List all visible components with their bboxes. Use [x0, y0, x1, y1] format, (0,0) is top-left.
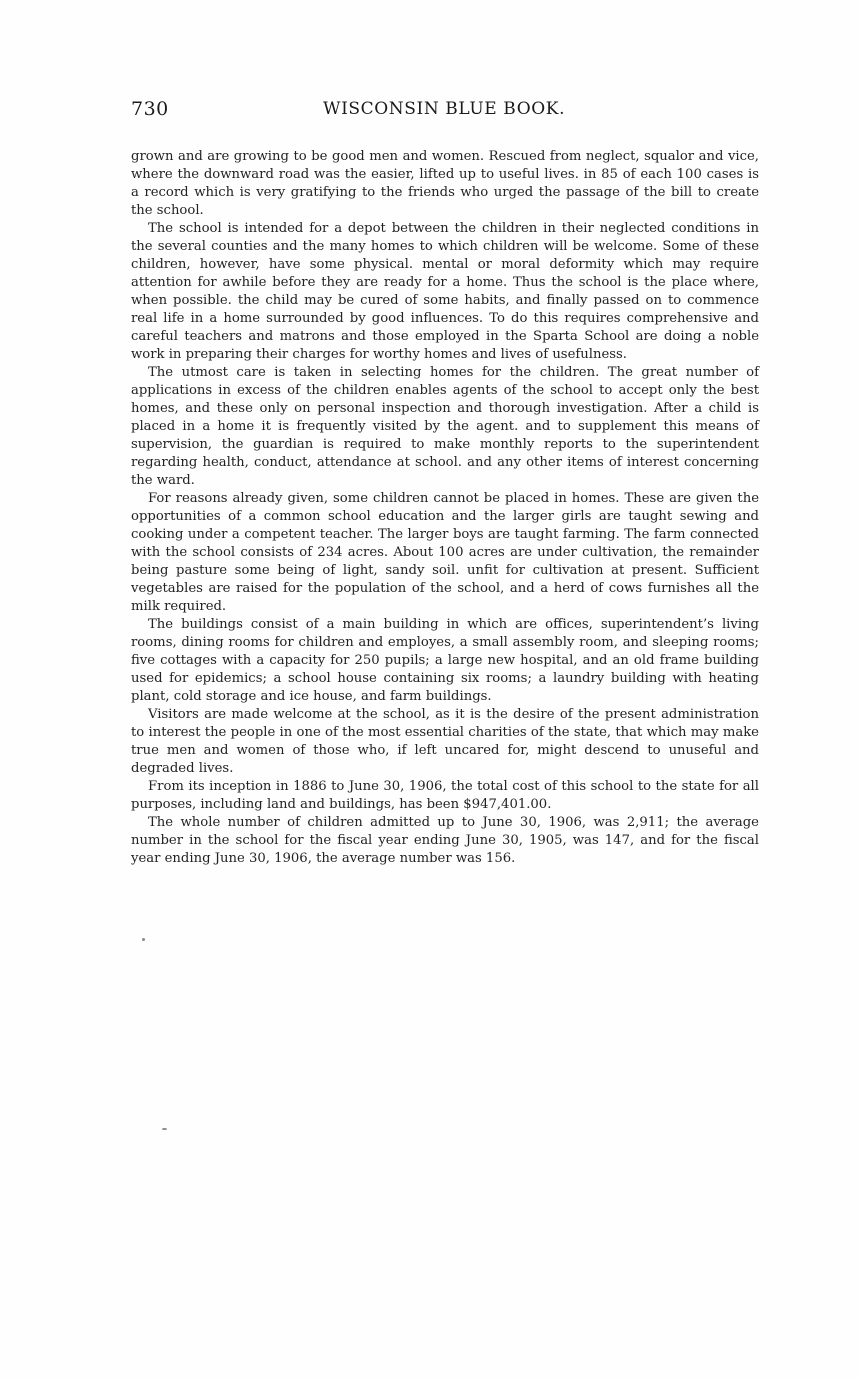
paragraph-selecting-homes: The utmost care is taken in selecting homes for the children. The great number of applications in excess of the children enables agents of the school to accept only the best homes, and these only on personal inspection and thorough investigation. After a child is placed in a home it is frequently visited by the agent. and to supplement this means of supervision, the guardian is required to make monthly reports to the superintendent regarding health, conduct, attendance at school. and any other items of interest concerning the ward.: [131, 365, 759, 488]
paragraph-continuation: grown and are growing to be good men and women. Rescued from neglect, squalor and vice, where the downward road was the easier, lifted up to useful lives. in 85 of each 100 cases is a record which is very gratifying to the friends who urged the passage of the bill to create the school.: [131, 149, 759, 218]
paragraph-education-farm: For reasons already given, some children cannot be placed in homes. These are given the opportunities of a common school education and the larger girls are taught sewing and cooking under a competent teacher. The larger boys are taught farming. The farm connected with the school consists of 234 acres. About 100 acres are under cultivation, the remainder being pasture some being of light, sandy soil. unfit for cultivation at present. Sufficient vegetables are raised for the population of the school, and a herd of cows furnishes all the milk required.: [131, 491, 759, 614]
paragraph-school-purpose: The school is intended for a depot between the children in their neglected conditions in the several counties and the many homes to which children will be welcome. Some of these children, however, have some physical. mental or moral deformity which may require attention for awhile before they are ready for a home. Thus the school is the place where, when possible. the child may be cured of some habits, and finally passed on to commence real life in a home surrounded by good influences. To do this requires comprehensive and careful teachers and matrons and those employed in the Sparta School are doing a noble work in preparing their charges for worthy homes and lives of usefulness.: [131, 221, 759, 362]
paragraph-visitors: Visitors are made welcome at the school, as it is the desire of the present administration to interest the people in one of the most essential charities of the state, that which may make true men and women of those who, if left uncared for, might descend to unuseful and degraded lives.: [131, 707, 759, 776]
page-number: 730: [131, 98, 169, 120]
body-text: [131, 148, 759, 868]
paragraph-total-cost: From its inception in 1886 to June 30, 1906, the total cost of this school to the state for all purposes, including land and buildings, has been $947,401.00.: [131, 779, 759, 812]
page-header: [131, 98, 759, 124]
paragraph-children-admitted: The whole number of children admitted up to June 30, 1906, was 2,911; the average number in the school for the fiscal year ending June 30, 1905, was 147, and for the fiscal year ending June 30, 1906, the average number was 156.: [131, 815, 759, 866]
scan-speck: [162, 1128, 167, 1130]
scan-speck: [142, 938, 145, 941]
running-title: WISCONSIN BLUE BOOK.: [323, 99, 566, 119]
paragraph-buildings: The buildings consist of a main building in which are offices, superintendent’s living rooms, dining rooms for children and employes, a small assembly room, and sleeping rooms; five cottages with a capacity for 250 pupils; a large new hospital, and an old frame building used for epidemics; a school house containing six rooms; a laundry building with heating plant, cold storage and ice house, and farm buildings.: [131, 617, 759, 704]
